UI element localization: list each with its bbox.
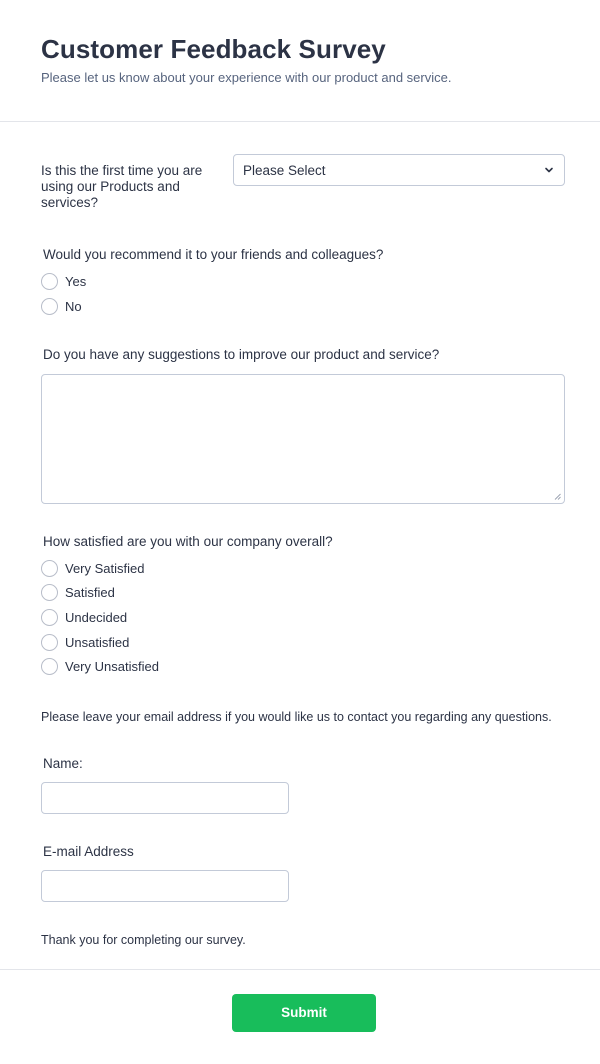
radio-button[interactable] (41, 658, 58, 675)
select-value: Please Select (243, 163, 326, 178)
suggestions-question-label: Do you have any suggestions to improve our product and service? (43, 347, 440, 362)
radio-label: Undecided (65, 610, 128, 625)
radio-label: Very Unsatisfied (65, 659, 159, 674)
submit-button[interactable]: Submit (232, 994, 376, 1032)
email-input[interactable] (41, 870, 289, 902)
form-header (0, 0, 600, 122)
radio-button[interactable] (41, 560, 58, 577)
first-time-question-label: Is this the first time you are using our Products and services? (41, 163, 203, 210)
radio-label: Yes (65, 274, 87, 289)
radio-button[interactable] (41, 298, 58, 315)
footer-divider (0, 969, 600, 970)
radio-button[interactable] (41, 634, 58, 651)
radio-button[interactable] (41, 584, 58, 601)
name-label: Name: (43, 756, 83, 771)
page-title: Customer Feedback Survey (41, 34, 386, 64)
first-time-select[interactable] (233, 154, 565, 186)
email-label: E-mail Address (43, 844, 134, 859)
chevron-down-icon (542, 163, 556, 177)
recommend-question-label: Would you recommend it to your friends and colleagues? (43, 247, 384, 262)
radio-label: No (65, 299, 82, 314)
radio-label: Satisfied (65, 585, 115, 600)
page-subtitle: Please let us know about your experience with our product and service. (41, 70, 452, 85)
name-input[interactable] (41, 782, 289, 814)
suggestions-textarea[interactable] (41, 374, 565, 504)
contact-note: Please leave your email address if you would like us to contact you regarding any questions. (41, 710, 552, 724)
radio-label: Very Satisfied (65, 561, 145, 576)
thank-you-text: Thank you for completing our survey. (41, 933, 246, 947)
radio-label: Unsatisfied (65, 635, 130, 650)
radio-button[interactable] (41, 609, 58, 626)
satisfaction-question-label: How satisfied are you with our company overall? (43, 534, 333, 549)
resize-grip-icon[interactable] (554, 493, 561, 500)
radio-button[interactable] (41, 273, 58, 290)
